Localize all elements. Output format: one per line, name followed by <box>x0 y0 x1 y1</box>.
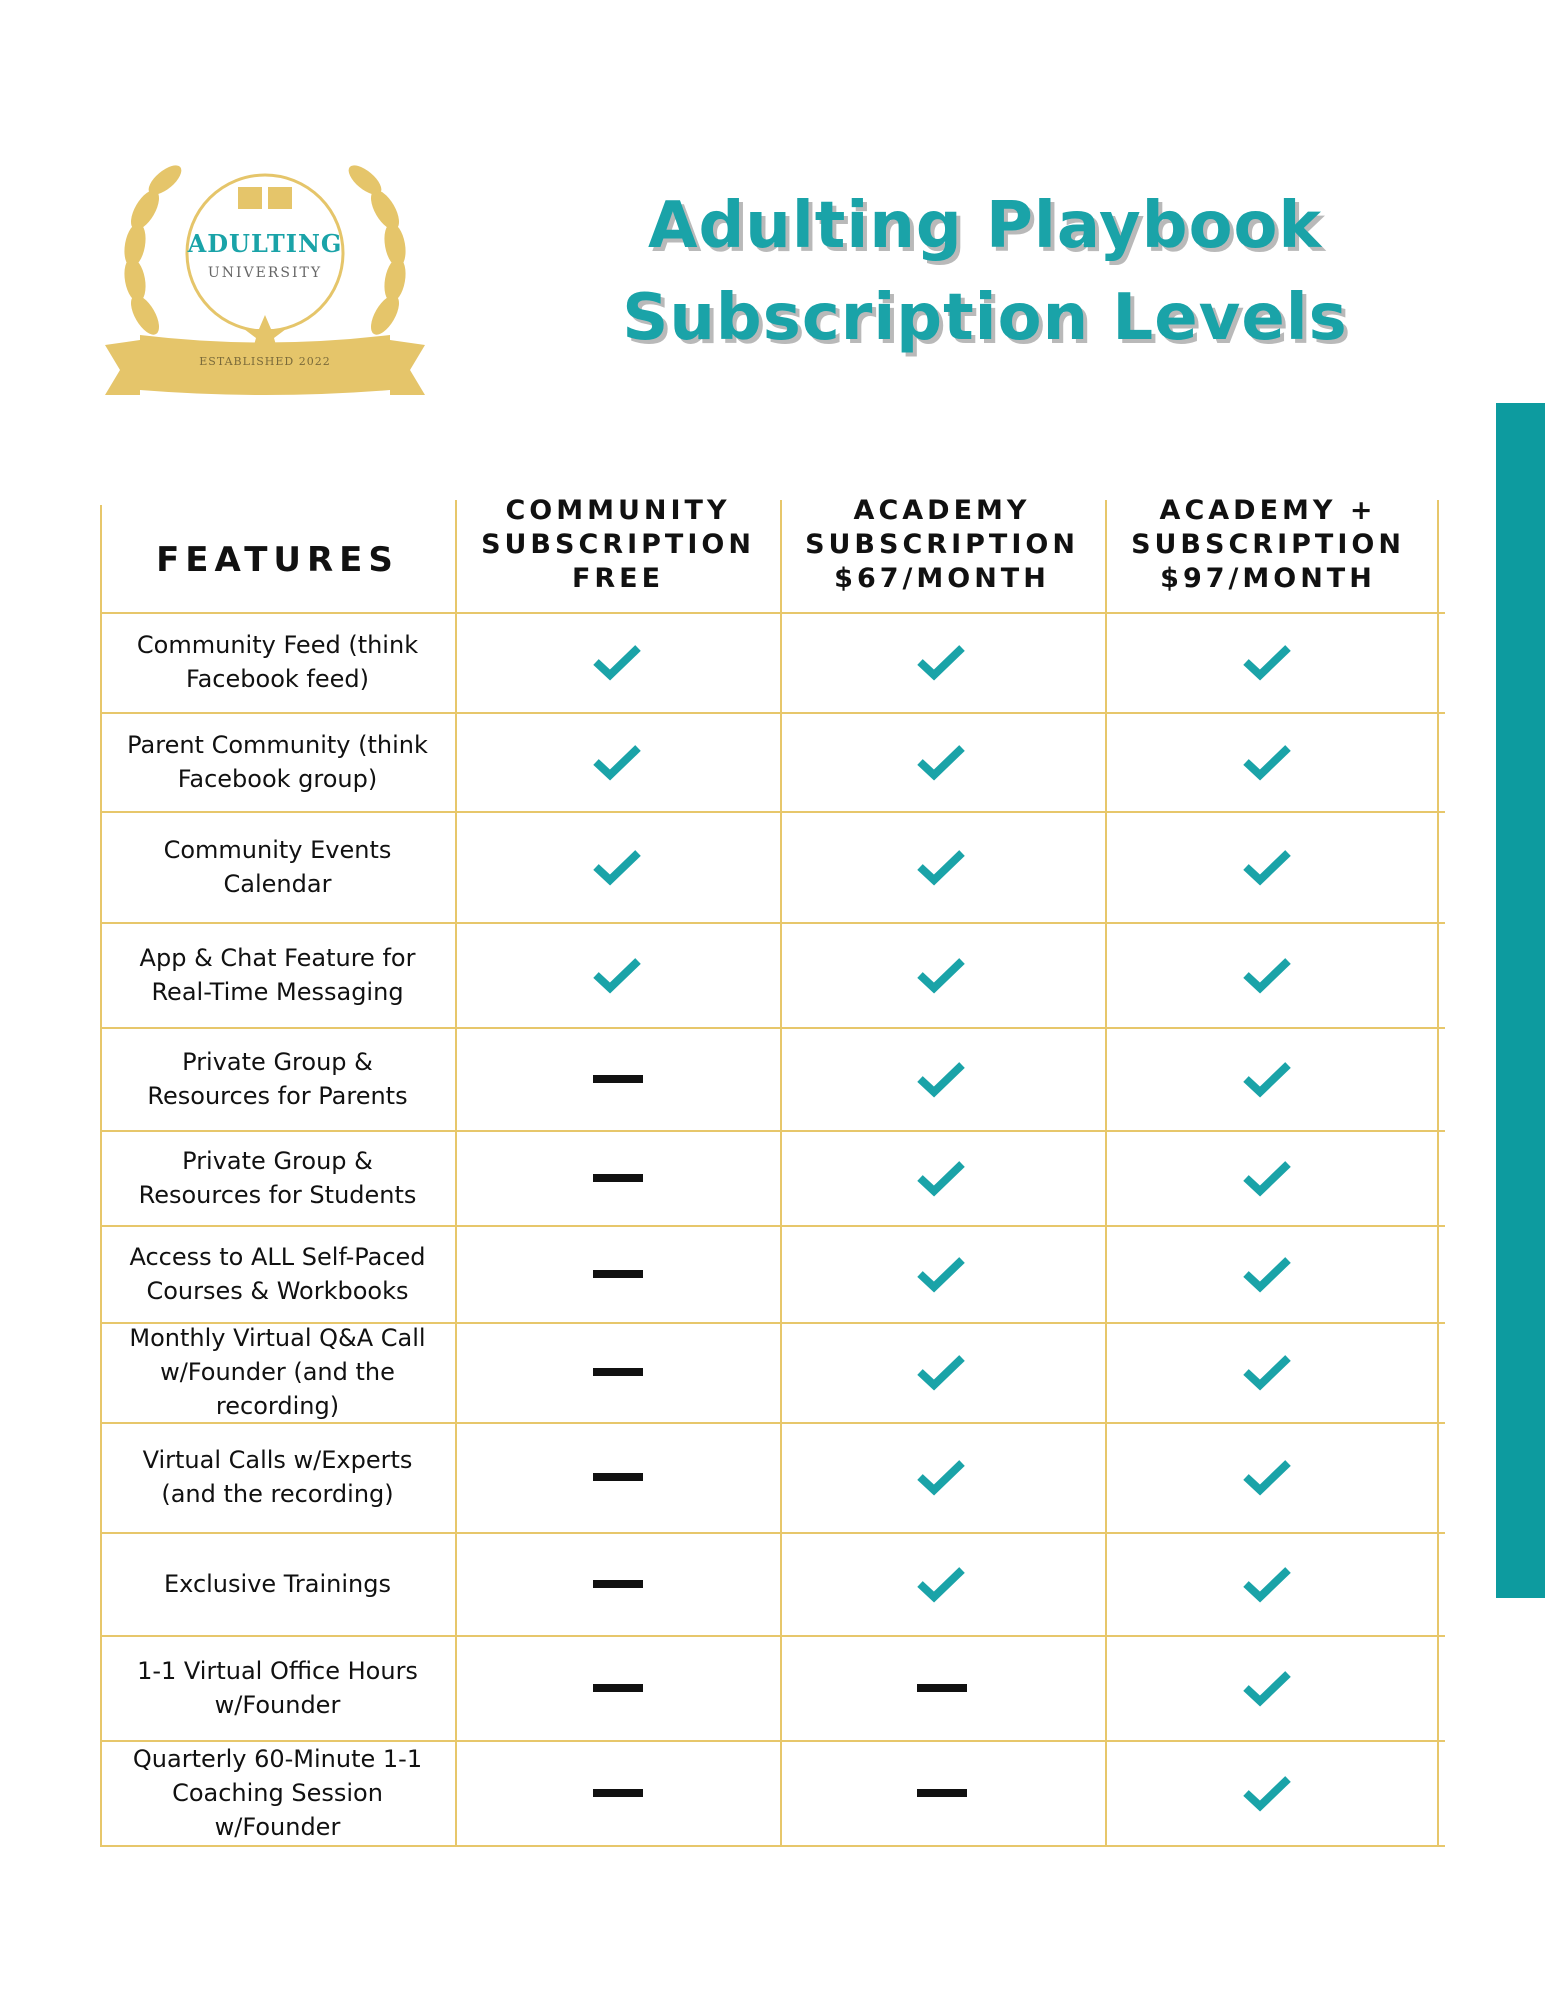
grid-hline <box>100 612 1445 614</box>
grid-hline <box>100 1225 1445 1227</box>
feature-label <box>105 833 450 901</box>
features-header: FEATURES <box>156 540 399 580</box>
dash-icon <box>912 1773 972 1813</box>
check-icon <box>912 1254 972 1294</box>
feature-label-line: Calendar <box>223 869 332 898</box>
feature-label <box>105 1742 450 1844</box>
dash-icon <box>588 1158 648 1198</box>
grid-hline <box>100 811 1445 813</box>
plan-header-name: ACADEMY <box>853 495 1031 526</box>
plan-header-line2: SUBSCRIPTION <box>481 529 755 560</box>
feature-label-line: Facebook group) <box>177 764 378 793</box>
dash-icon <box>588 1059 648 1099</box>
check-icon <box>1238 1773 1298 1813</box>
dash-icon <box>588 1457 648 1497</box>
check-icon <box>588 955 648 995</box>
logo-wordmark: ADULTING <box>187 229 343 258</box>
check-icon <box>1238 847 1298 887</box>
grid-vline <box>780 500 782 1845</box>
check-icon <box>912 1059 972 1099</box>
check-icon <box>912 1457 972 1497</box>
dash-icon <box>588 1668 648 1708</box>
feature-label <box>105 941 450 1009</box>
feature-label-line: App & Chat Feature for <box>139 943 416 972</box>
feature-label-line: Courses & Workbooks <box>146 1276 409 1305</box>
plan-header-price: $97/MONTH <box>1160 563 1376 594</box>
feature-label-line: Facebook feed) <box>186 665 369 693</box>
side-accent-bar <box>1496 403 1545 1598</box>
grid-hline <box>100 1027 1445 1029</box>
feature-label-line: w/Founder (and the <box>160 1358 395 1386</box>
feature-label <box>105 1240 450 1308</box>
plan-header-price: FREE <box>571 563 665 594</box>
dash-icon <box>912 1668 972 1708</box>
check-icon <box>1238 742 1298 782</box>
check-icon <box>1238 1352 1298 1392</box>
grid-hline <box>100 1532 1445 1534</box>
feature-label-line: Parent Community (think <box>127 730 428 759</box>
grid-hline <box>100 1130 1445 1132</box>
feature-label <box>105 628 450 696</box>
grid-vline <box>100 505 102 1845</box>
check-icon <box>588 847 648 887</box>
check-icon <box>1238 955 1298 995</box>
plan-header-price: $67/MONTH <box>834 563 1050 594</box>
feature-label-line: Coaching Session <box>172 1778 383 1807</box>
check-icon <box>1238 642 1298 682</box>
grid-vline <box>455 500 457 1845</box>
check-icon <box>1238 1564 1298 1604</box>
check-icon <box>912 1158 972 1198</box>
plan-header-name: COMMUNITY <box>505 495 731 526</box>
plan-header-line2: SUBSCRIPTION <box>1131 529 1405 560</box>
feature-label-line: Quarterly 60-Minute 1-1 <box>132 1744 423 1773</box>
grid-hline <box>100 712 1445 714</box>
check-icon <box>588 642 648 682</box>
feature-label-line: Private Group & <box>182 1146 373 1175</box>
check-icon <box>912 847 972 887</box>
feature-label-line: Resources for Parents <box>147 1081 408 1110</box>
feature-label-line: Real-Time Messaging <box>151 977 404 1006</box>
check-icon <box>1238 1457 1298 1497</box>
feature-label-line: w/Founder <box>214 1812 341 1841</box>
feature-label-line: Community Events <box>163 835 392 864</box>
feature-label <box>105 1654 450 1722</box>
feature-label-line: Virtual Calls w/Experts <box>142 1446 413 1474</box>
feature-label-line: w/Founder <box>214 1690 341 1719</box>
check-icon <box>912 955 972 995</box>
feature-label <box>105 1045 450 1113</box>
plan-header <box>458 494 778 596</box>
feature-label <box>105 1144 450 1212</box>
check-icon <box>912 1352 972 1392</box>
feature-label-line: 1-1 Virtual Office Hours <box>137 1656 418 1685</box>
feature-label-line: Private Group & <box>182 1047 373 1076</box>
feature-label <box>105 1321 450 1423</box>
check-icon <box>1238 1059 1298 1099</box>
check-icon <box>912 642 972 682</box>
feature-label <box>105 1443 450 1511</box>
feature-label-line: recording) <box>215 1392 340 1420</box>
feature-label <box>105 1567 450 1601</box>
dash-icon <box>588 1773 648 1813</box>
grid-vline <box>1437 500 1439 1845</box>
check-icon <box>912 1564 972 1604</box>
logo-established: ESTABLISHED 2022 <box>199 355 331 368</box>
check-icon <box>1238 1668 1298 1708</box>
plan-header <box>782 494 1102 596</box>
feature-label-line: Community Feed (think <box>136 631 419 659</box>
check-icon <box>1238 1254 1298 1294</box>
dash-icon <box>588 1254 648 1294</box>
grid-hline <box>100 1845 1445 1847</box>
title-line-1: Adulting Playbook <box>647 189 1323 263</box>
logo-subtitle: UNIVERSITY <box>207 265 323 281</box>
feature-label <box>105 728 450 796</box>
check-icon <box>588 742 648 782</box>
university-logo <box>100 145 430 405</box>
dash-icon <box>588 1564 648 1604</box>
feature-label-line: Monthly Virtual Q&A Call <box>129 1324 426 1352</box>
check-icon <box>1238 1158 1298 1198</box>
feature-label-line: Access to ALL Self-Paced <box>129 1242 426 1271</box>
feature-label-line: Exclusive Trainings <box>164 1569 391 1598</box>
grid-vline <box>1105 500 1107 1845</box>
feature-label-line: Resources for Students <box>138 1180 417 1209</box>
title-line-2: Subscription Levels <box>622 281 1348 355</box>
plan-header-name: ACADEMY + <box>1159 495 1377 526</box>
grid-hline <box>100 1635 1445 1637</box>
page-title <box>510 180 1460 364</box>
feature-label-line: (and the recording) <box>161 1480 394 1508</box>
plan-header <box>1108 494 1428 596</box>
check-icon <box>912 742 972 782</box>
plan-header-line2: SUBSCRIPTION <box>805 529 1079 560</box>
dash-icon <box>588 1352 648 1392</box>
grid-hline <box>100 922 1445 924</box>
